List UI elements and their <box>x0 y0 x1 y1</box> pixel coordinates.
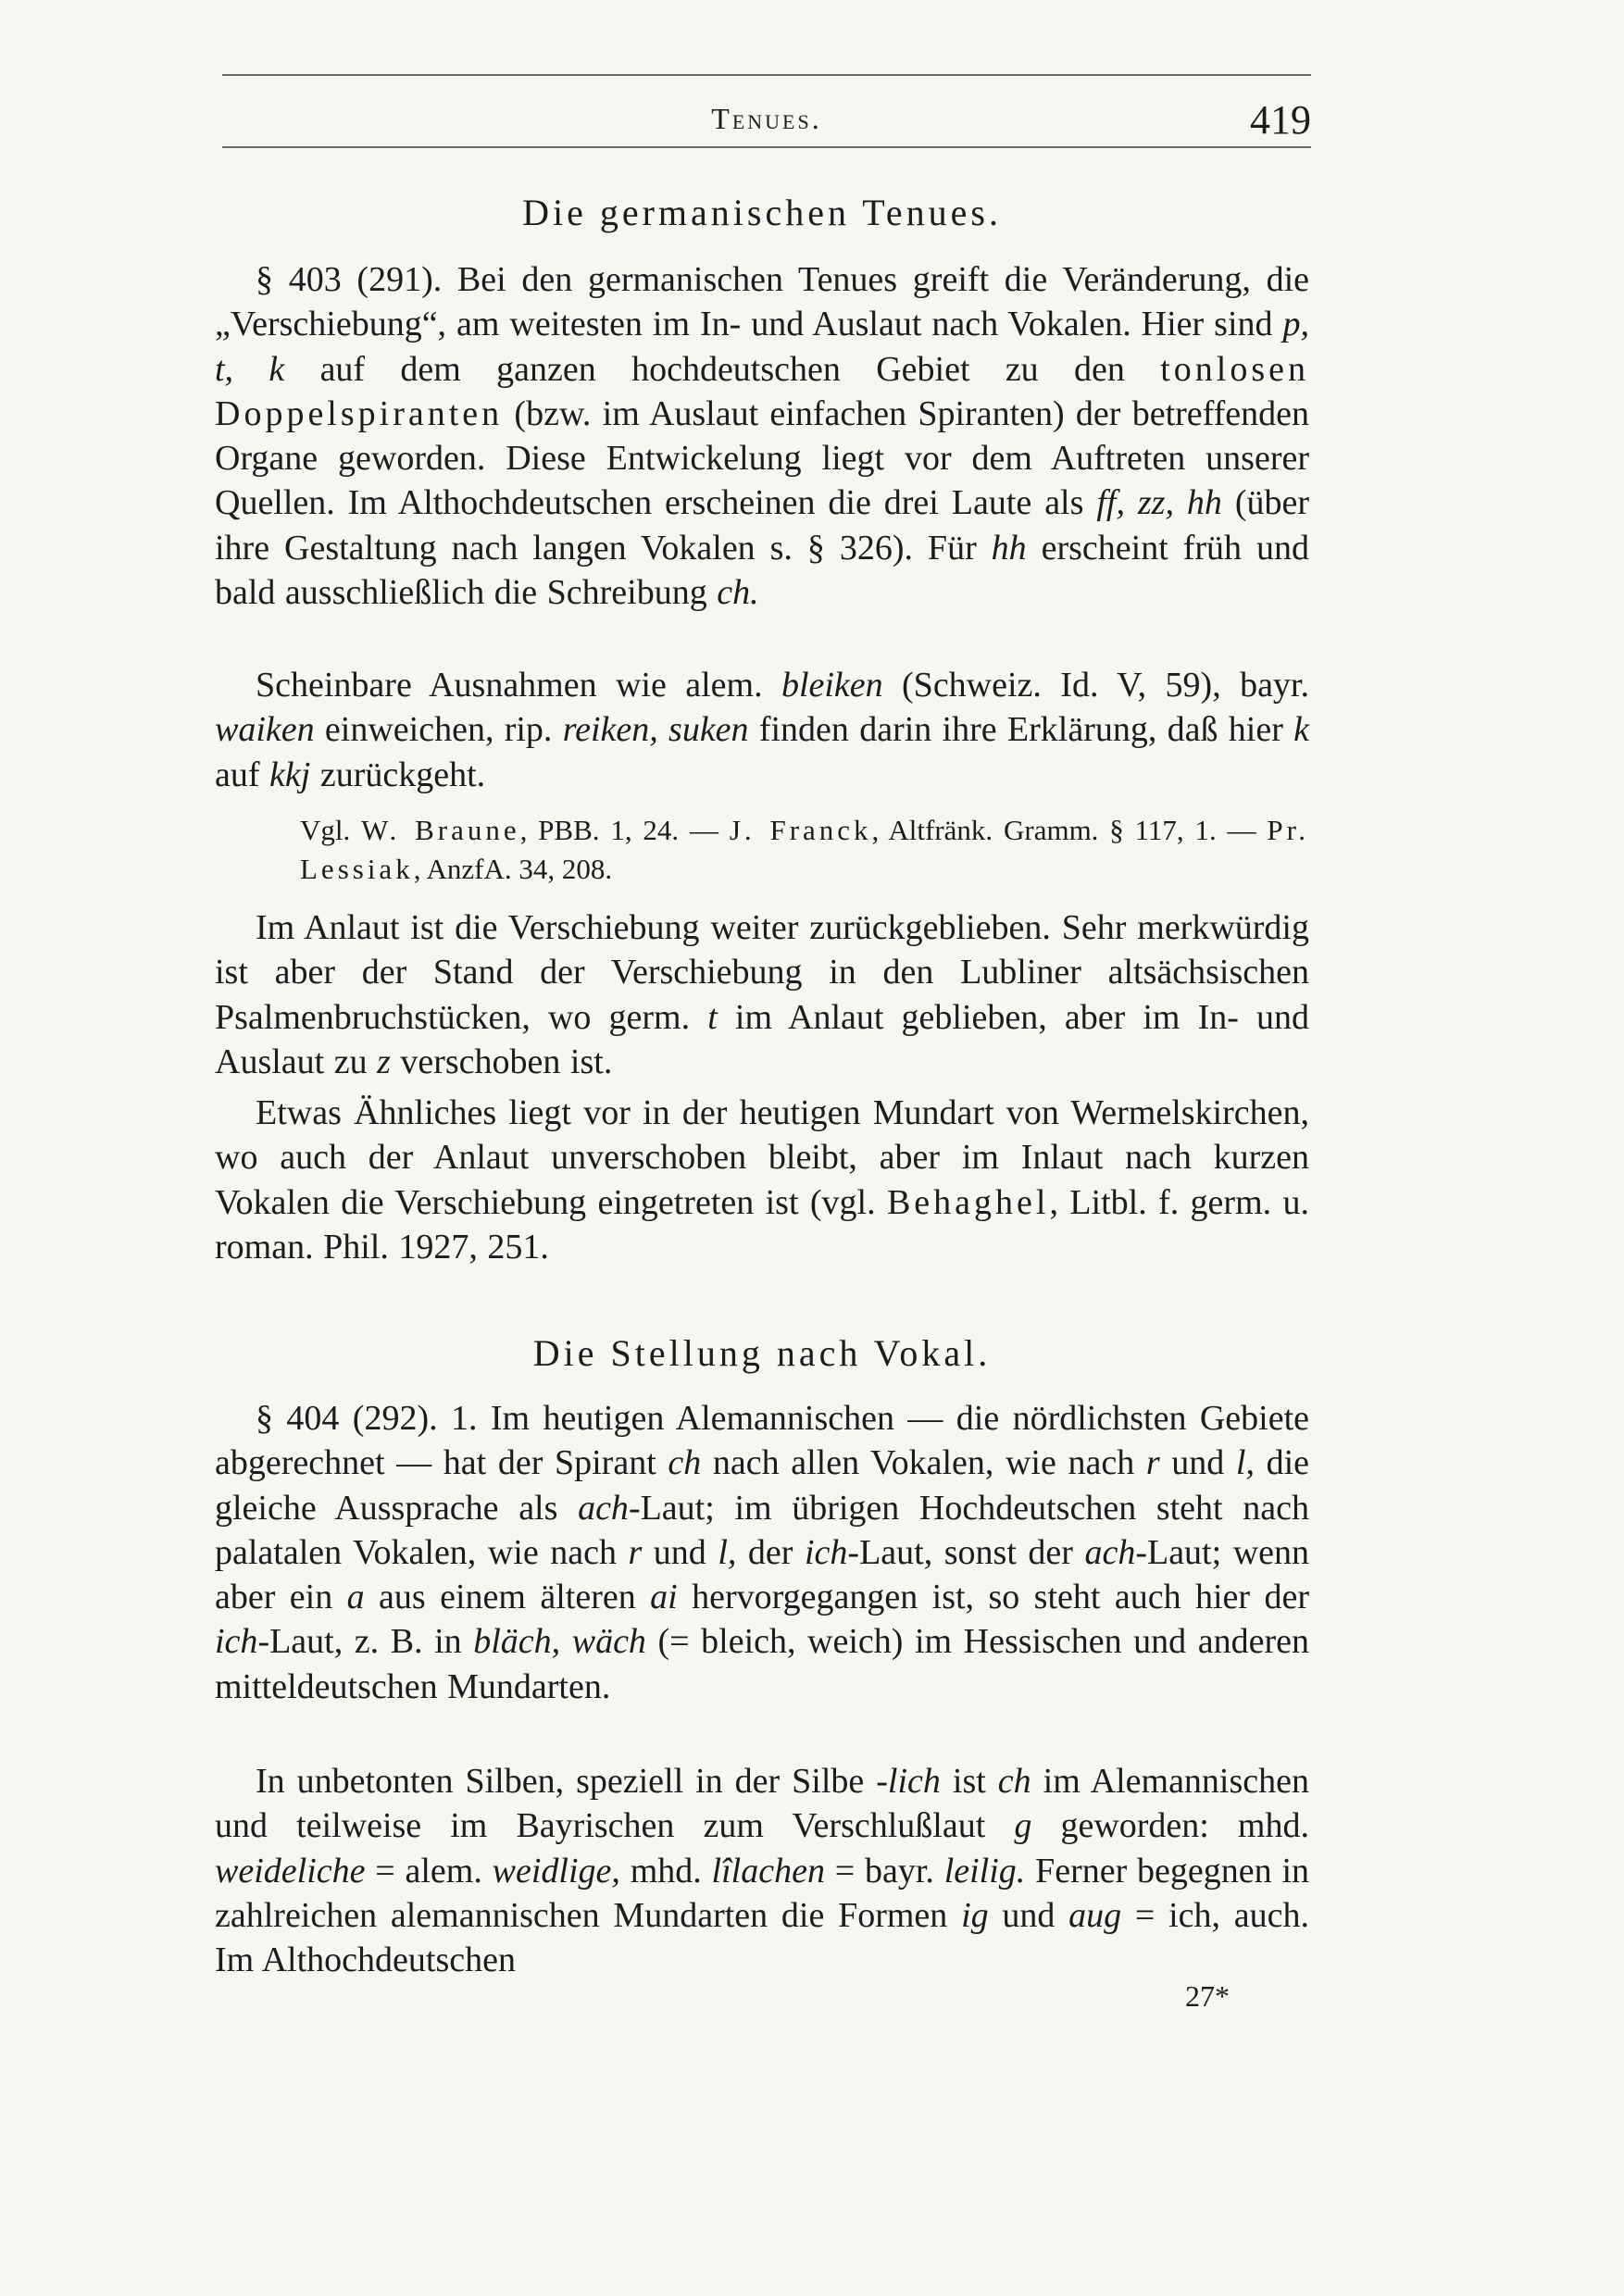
paragraph-text: § 404 (292). 1. Im heutigen Alemannischen — die nördlichsten Gebiete abgerechnet — hat der Spirant ch nach allen Vokalen, wie nach r und l, die gleiche Aussprache als ach-Laut; im übrigen Hochdeutschen steht nach palatalen Vokalen, wie nach r und l, der ich-Laut, sonst der ach-Laut; wenn aber ein a aus einem älteren ai hervorgegangen ist, so steht auch hier der ich-Laut, z. B. in bläch, wäch (= bleich, weich) im Hessischen und anderen mitteldeutschen Mundarten. <box>215 1399 1310 1706</box>
header-rule <box>222 146 1311 148</box>
paragraph-text: In unbetonten Silben, speziell in der Silbe -lich ist ch im Alemannischen und teilweise im Bayrischen zum Verschlußlaut g geworden: mhd. weideliche = alem. weidlige, mhd. lîlachen = bayr. leilig. Ferner begegnen in zahlreichen alemannischen Mundarten die Formen ig und aug = ich, auch. Im Althochdeutschen <box>215 1762 1310 1980</box>
note-403 <box>215 811 1309 889</box>
note-text: Vgl. W. Braune, PBB. 1, 24. — J. Franck, Altfränk. Gramm. § 117, 1. — Pr. Lessiak, AnzfA. 34, 208. <box>300 814 1309 885</box>
paragraph-403-wermelskirchen <box>215 1091 1309 1269</box>
running-title: Tenues. <box>711 102 822 135</box>
paragraph-403-exceptions <box>215 663 1309 797</box>
paragraph-text: Etwas Ähnliches liegt vor in der heutigen Mundart von Wermelskirchen, wo auch der Anlaut unverschoben bleibt, aber im Inlaut nach kurzen Vokalen die Verschiebung eingetreten ist (vgl. Behaghel, Litbl. f. germ. u. roman. Phil. 1927, 251. <box>215 1093 1309 1267</box>
heading-stellung-nach-vokal <box>215 1331 1309 1375</box>
paragraph-text: Im Anlaut ist die Verschiebung weiter zurückgeblieben. Sehr merkwürdig ist aber der Stand der Verschiebung in den Lubliner altsächsischen Psalmenbruchstücken, wo germ. t im Anlaut geblieben, aber im In- und Auslaut zu z verschoben ist. <box>215 908 1310 1081</box>
heading-germanic-tenues <box>215 191 1309 234</box>
section-heading: Die Stellung nach Vokal. <box>532 1332 992 1374</box>
section-heading: Die germanischen Tenues. <box>522 192 1002 233</box>
paragraph-text: § 403 (291). Bei den germanischen Tenues greift die Veränderung, die „Verschiebung“, am weitesten im In- und Auslaut nach Vokalen. Hier sind p, t, k auf dem ganzen hochdeutschen Gebiet zu den tonlosen Doppelspiranten (bzw. im Auslaut einfachen Spiranten) der betreffenden Organe geworden. Diese Entwickelung liegt vor dem Auftreten unserer Quellen. Im Althochdeutschen erscheinen die drei Laute als ff, zz, hh (über ihre Gestaltung nach langen Vokalen s. § 326). Für hh erscheint früh und bald ausschließlich die Schreibung ch. <box>215 260 1309 613</box>
paragraph-403-anlaut <box>215 905 1309 1084</box>
paragraph-403 <box>215 257 1309 615</box>
signature-mark: 27* <box>1185 1979 1230 2013</box>
top-rule <box>222 74 1311 76</box>
paragraph-404 <box>215 1396 1309 1709</box>
running-head <box>222 96 1311 152</box>
paragraph-text: Scheinbare Ausnahmen wie alem. bleiken (Schweiz. Id. V, 59), bayr. waiken einweichen, rip. reiken, suken finden darin ihre Erklärung, daß hier k auf kkj zurückgeht. <box>215 666 1310 794</box>
paragraph-404-unstressed <box>215 1759 1309 1982</box>
page-number: 419 <box>1250 97 1311 143</box>
